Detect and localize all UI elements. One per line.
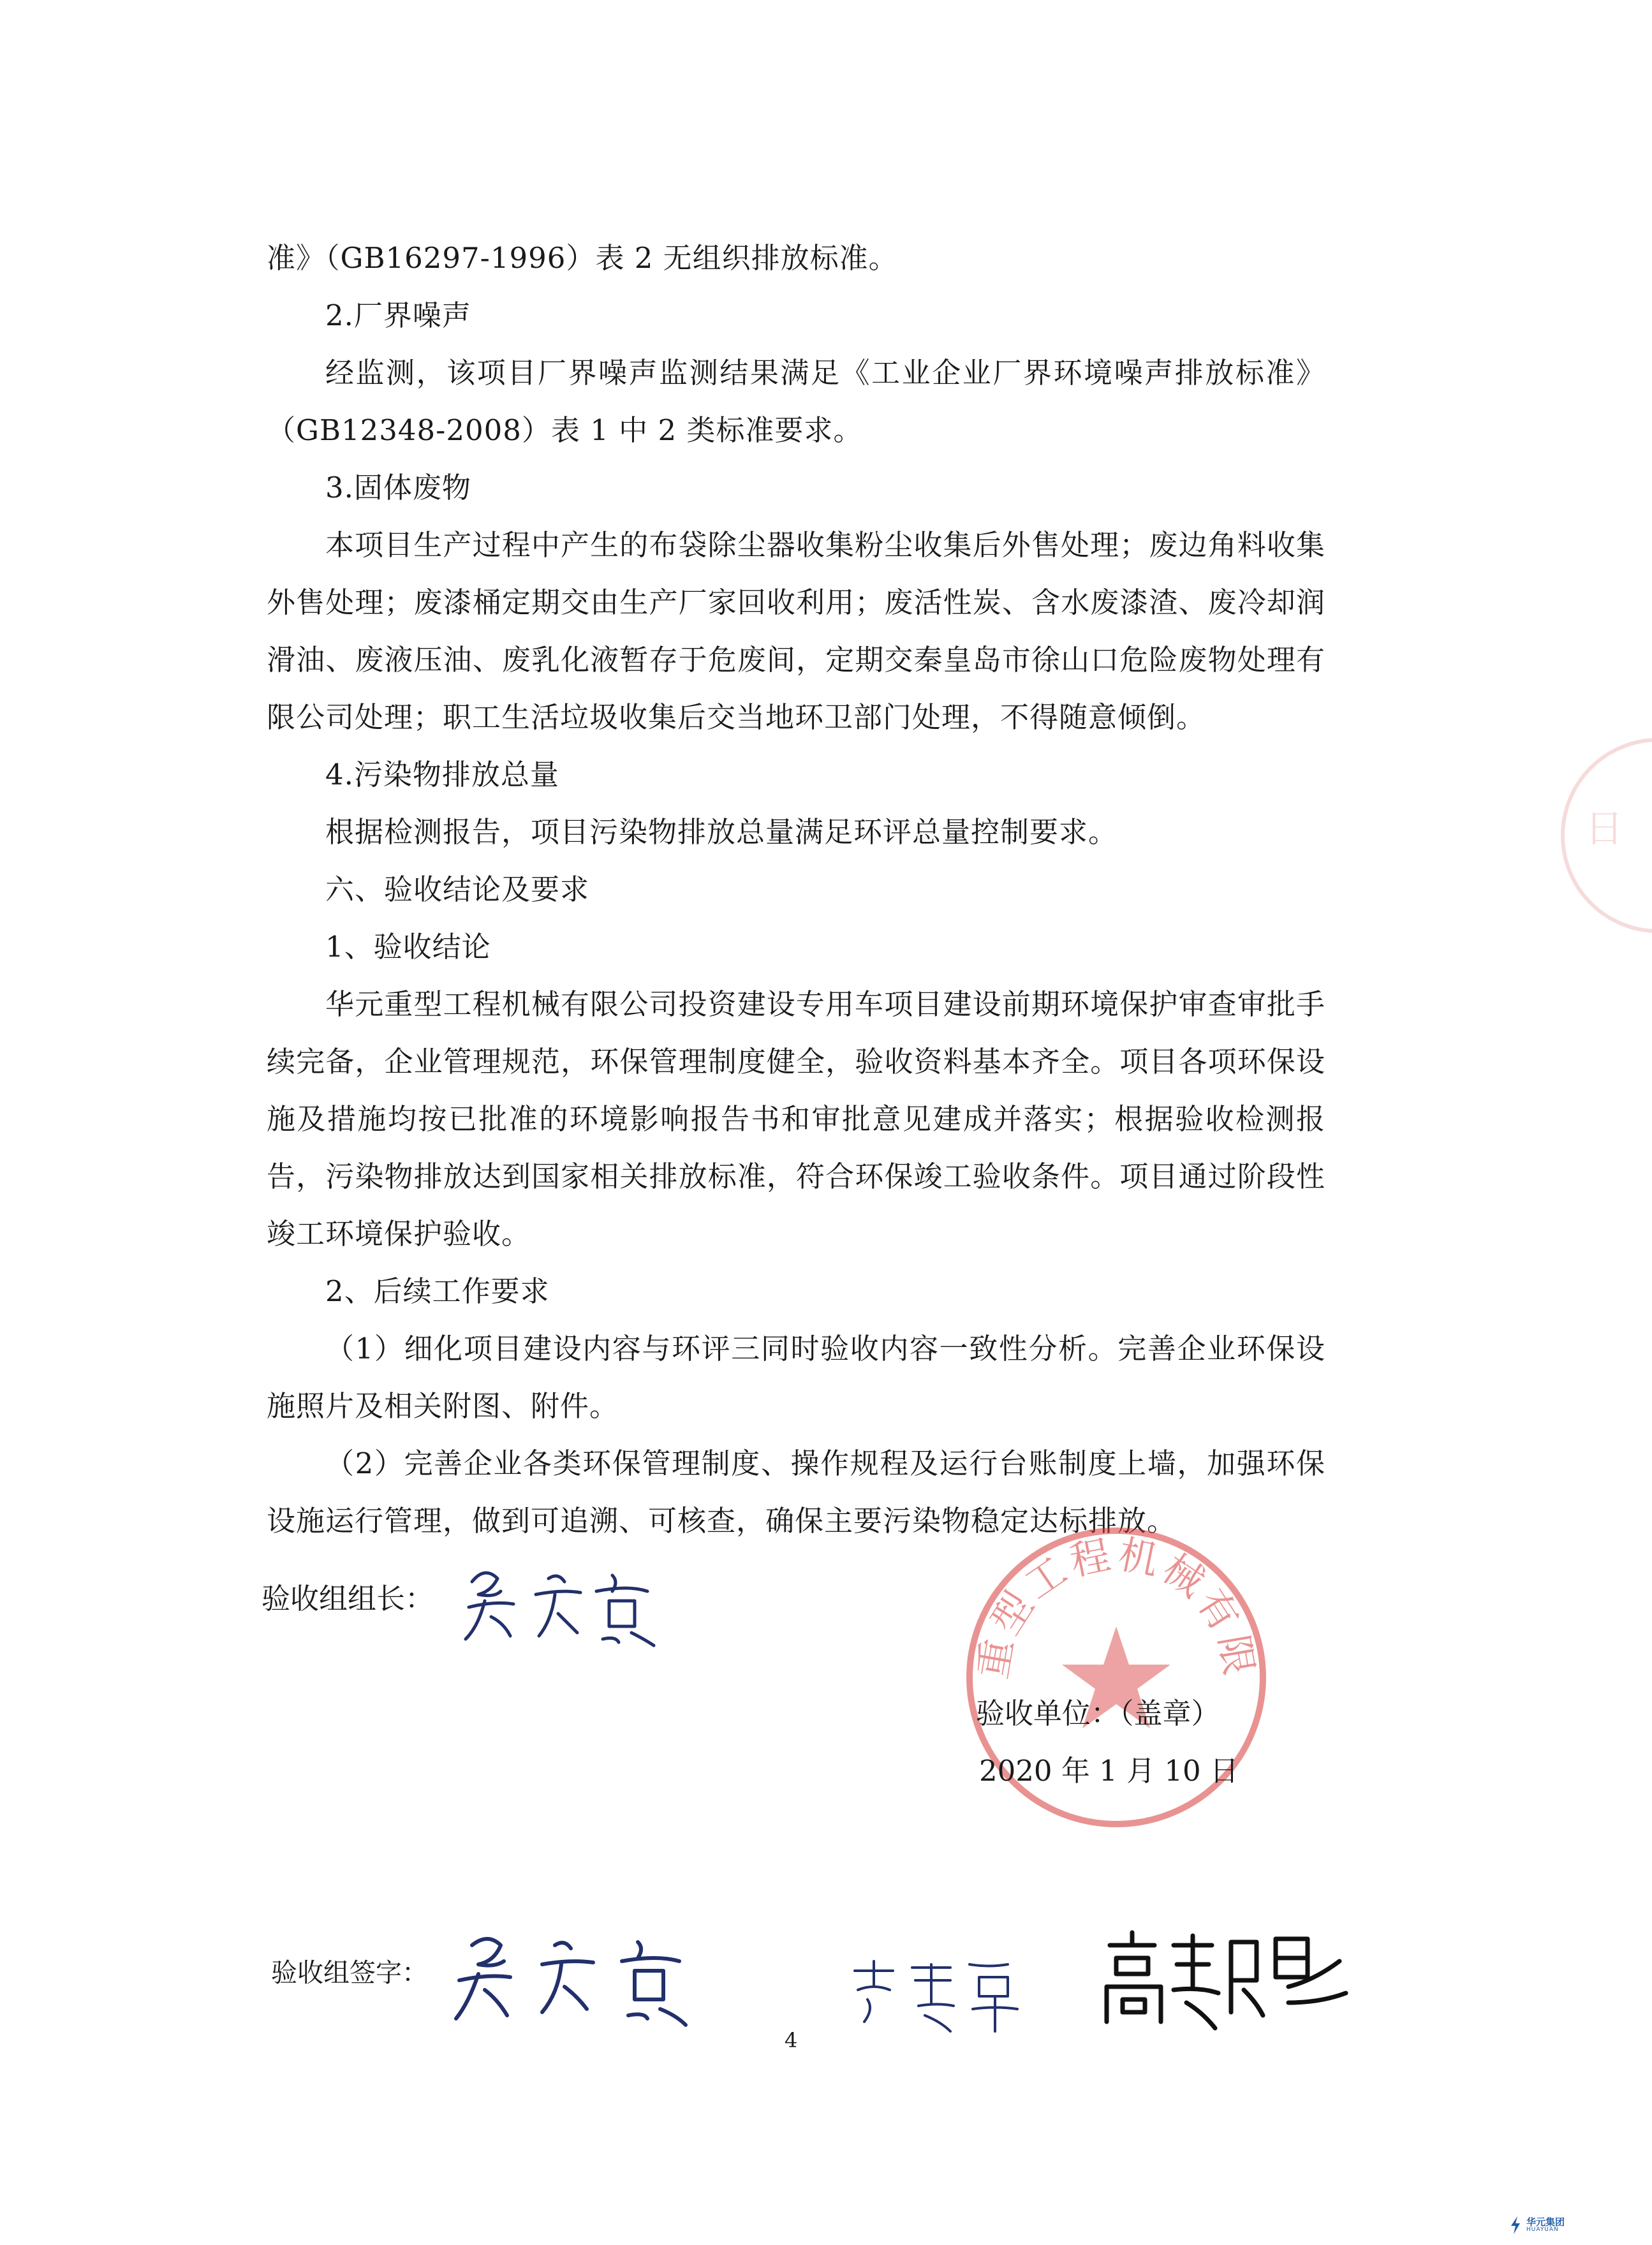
body-text bbox=[267, 230, 1325, 1550]
signature-1 bbox=[446, 1926, 727, 2035]
heading-follow-up: 2、后续工作要求 bbox=[325, 1274, 550, 1308]
signature-2 bbox=[842, 1952, 1033, 2035]
paragraph-requirement-1: （1）细化项目建设内容与环评三同时验收内容一致性分析。完善企业环保设施照片及相关附图、附件。 bbox=[267, 1332, 1325, 1423]
heading-boundary-noise: 2.厂界噪声 bbox=[325, 298, 471, 332]
signers-label: 验收组签字： bbox=[271, 1957, 428, 1988]
leader-signature bbox=[459, 1556, 689, 1652]
heading-section-six: 六、验收结论及要求 bbox=[325, 872, 590, 906]
acceptance-unit-label: 验收单位：（盖章） bbox=[976, 1697, 1220, 1730]
huayuan-logo-mark-icon bbox=[1508, 2216, 1523, 2234]
paragraph-total-emissions: 根据检测报告，项目污染物排放总量满足环评总量控制要求。 bbox=[325, 815, 1118, 849]
paragraph-requirement-2: （2）完善企业各类环保管理制度、操作规程及运行台账制度上墙，加强环保设施运行管理，做到可追溯、可核查，确保主要污染物稳定达标排放。 bbox=[267, 1446, 1325, 1538]
heading-conclusion: 1、验收结论 bbox=[325, 930, 491, 964]
paragraph-standard-tail: 准》（GB16297-1996）表 2 无组织排放标准。 bbox=[267, 241, 898, 275]
heading-solid-waste: 3.固体废物 bbox=[325, 471, 471, 504]
paragraph-solid-waste: 本项目生产过程中产生的布袋除尘器收集粉尘收集后外售处理；废边角料收集外售处理；废漆桶定期交由生产厂家回收利用；废活性炭、含水废漆渣、废冷却润滑油、废液压油、废乳化液暂存于危废间，定期交秦皇岛市徐山口危险废物处理有限公司处理；职工生活垃圾收集后交当地环卫部门处理，不得随意倾倒。 bbox=[267, 528, 1325, 734]
company-stamp bbox=[957, 1518, 1276, 1837]
svg-text:华元重型工程机械有限公司: 重型工程机械有限 bbox=[969, 1530, 1264, 1682]
logo-chinese-name: 华元集团 bbox=[1526, 2216, 1565, 2228]
huayuan-logo bbox=[1508, 2216, 1565, 2234]
svg-text:日: 日 bbox=[1585, 807, 1623, 851]
heading-total-emissions: 4.污染物排放总量 bbox=[325, 758, 559, 791]
stamp-edge-fragment bbox=[1524, 740, 1652, 931]
page-number: 4 bbox=[785, 2028, 798, 2052]
signature-3 bbox=[1097, 1926, 1365, 2035]
logo-english-name: HUAYUAN bbox=[1526, 2227, 1559, 2233]
acceptance-date: 2020 年 1 月 10 日 bbox=[979, 1754, 1239, 1788]
leader-label: 验收组组长： bbox=[262, 1582, 434, 1616]
paragraph-noise: 经监测，该项目厂界噪声监测结果满足《工业企业厂界环境噪声排放标准》（GB12348-2008）表 1 中 2 类标准要求。 bbox=[267, 356, 1325, 447]
paragraph-conclusion: 华元重型工程机械有限公司投资建设专用车项目建设前期环境保护审查审批手续完备，企业管理规范，环保管理制度健全，验收资料基本齐全。项目各项环保设施及措施均按已批准的环境影响报告书和审批意见建成并落实；根据验收检测报告，污染物排放达到国家相关排放标准，符合环保竣工验收条件。项目通过阶段性竣工环境保护验收。 bbox=[267, 987, 1325, 1251]
